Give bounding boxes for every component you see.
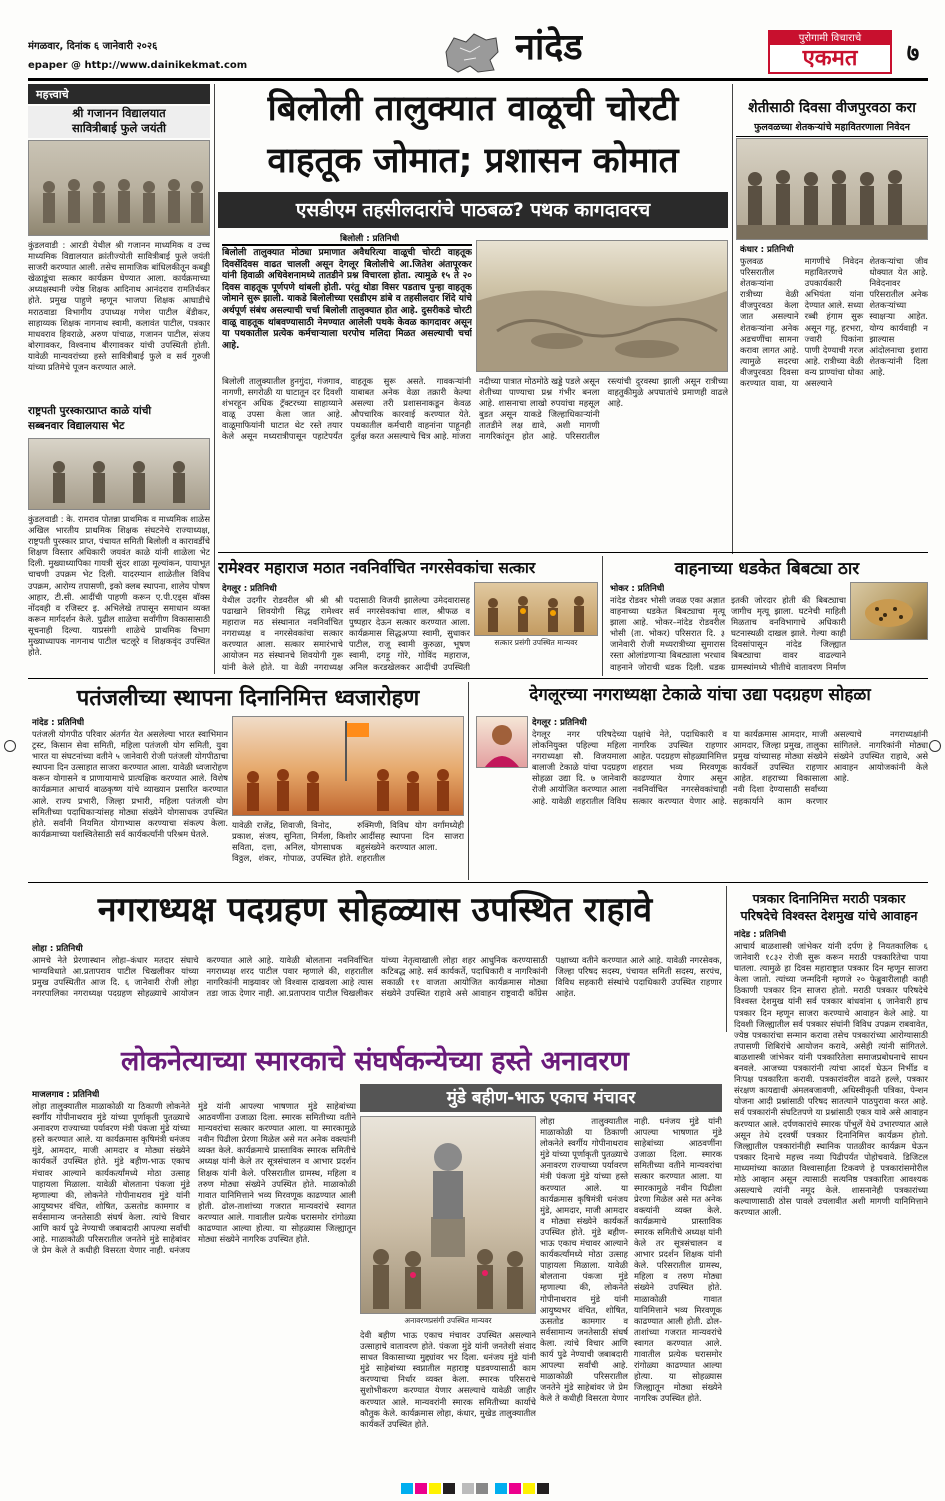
leopard-headline: वाहनाच्या धडकेत बिबट्या ठार — [674, 559, 860, 579]
patanjali-headline: पतंजलीच्या स्थापना दिनानिमित्त ध्वजारोहण — [76, 686, 420, 711]
flag-ceremony-icon — [233, 717, 463, 815]
registration-mark-left — [4, 740, 16, 752]
brand-box — [768, 30, 892, 74]
woman-portrait-icon — [477, 717, 527, 767]
sidebar-story1-body: कुंडलवाडी : आरडी येथील श्री गजानन माध्यमिक व उच्च माध्यमिक विद्यालयात क्रांतीज्योती सावित्रीबाई फुले जयंती साजरी करण्यात आली. तसेच सामाजिक बांधिलकीतून कबड्डी खेळाडूंचा सत्कार कार्यक्रम घेण्यात आला. कार्यक्रमाच्या अध्यक्षस्थानी ज्येष्ठ शिक्षक आदिनाथ आनंदराव रामतिर्थकर होते. प्रमुख पाहुणे म्हणून भाजपा शिक्षक आघाडीचे मराठवाडा विभागीय उपाध्यक्ष गणेश पाटील बेंडीकर, साहाय्यक शिक्षक नागनाथ स्वामी, कलावंत पाटील, पत्रकार माधवराव हिवराळे, अरुण पांचाळ, गजानन पाटील, संजय बोरगावकर, विश्वनाथ बीरगावकर यांची उपस्थिती होती. यावेळी मान्यवरांच्या हस्ते सावित्रीबाई फुले व सर्व गुरुजी यांच्या प्रतिमेचे पूजन करण्यात आले. — [28, 240, 210, 373]
sand-mining-photo — [476, 240, 728, 372]
lead-headline-line2: वाहतूक जोमात; प्रशासन कोमात — [267, 141, 679, 181]
page-number: ७ — [906, 39, 920, 67]
flag-hoisting-photo — [232, 716, 464, 816]
leopard-dateline: भोकर : प्रतिनिधी — [610, 584, 665, 594]
lead-headline-line1: बिलोली तालुक्यात वाळूची चोरटी — [267, 89, 679, 129]
visit-photo — [28, 438, 210, 510]
oath-ceremony-headline: नगराध्यक्ष पदग्रहण सोहळ्यास उपस्थित राहावे — [97, 890, 653, 930]
farm-power-dateline: कंधार : प्रतिनिधी — [740, 245, 794, 255]
felicitation-body: येथील उदगीर रोडवरील श्री श्री श्री पढाखाने शिवयोगी सिद्ध रामेश्वर महाराज मठ संस्थानात नवनिर्वाचित नगराध्यक्ष व नगरसेवकांचा सत्कार करण्यात आला. सत्कार समारंभाचे आयोजन मठ संस्थानचे शिवयोगी गुरू यांनी केले होते. या वेळी नगराध्यक्ष पदासाठी विजयी झालेल्या उमेदवारासह सर्व नगरसेवकांचा शाल, श्रीफळ व पुष्पहार देऊन सत्कार करण्यात आला. कार्यक्रमास सिद्धअप्पा स्वामी, सुधाकर पाटील, राजू स्वामी कुरुळा, भूषण स्वामी, दगड़ू गोरे, गोविंद महाराज, अनिल करडखेलकर आदींची उपस्थिती — [222, 595, 470, 672]
felicitation-dateline: देगलूर : प्रतिनिधी — [222, 584, 277, 594]
memorial-subhead-band: मुंडे बहीण-भाऊ एकाच मंचावर — [360, 1084, 722, 1112]
brand-tagline: पुरोगामी विचाराचे — [770, 32, 890, 45]
group-silhouettes-icon — [29, 439, 209, 509]
lead-subhead-band: एसडीएम तहसीलदारांचे पाठबळ? पथक कागदावरच — [218, 192, 728, 228]
memorial-unveiling-photo — [360, 1116, 536, 1314]
memorial-body-continued: देवी बहीण भाऊ एकाच मंचावर उपस्थित असल्याने उत्साहाचे वातावरण होते. पंकजा मुंडे यांनी जनतेशी संवाद साधत विकासाच्या मुद्द्यांवर भर दिला. धनंजय मुंडे यांनी मुंडे साहेबांच्या स्वप्नातील महाराष्ट्र घडवण्यासाठी काम करण्याचा निर्धार व्यक्त केला. स्मारक परिसराचे सुशोभीकरण करण्यात येणार असल्याचे यावेळी जाहीर करण्यात आले. मान्यवरांनी स्मारक समितीच्या कार्याचे कौतुक केले. कार्यक्रमास लोहा, कंधार, मुखेड तालुक्यातील कार्यकर्ते उपस्थित होते. — [360, 1330, 536, 1429]
felicitation-photo — [474, 582, 598, 636]
farmers-group-icon — [737, 139, 927, 239]
sidebar-label: महत्त्वाचे — [28, 84, 210, 104]
edition-title: नांदेड — [515, 27, 583, 68]
patanjali-body-continued: यावेळी राजेंद्र, शिवाजी, प्रकाश, संजय, सुनिता, सविता, दत्ता, अनिल, विठ्ठल, शंकर, गोपाळ, विनोद, रुक्मिणी, निर्मला, किशोर आदींसह योगसाधक बहुसंख्येने उपस्थित होते. शहरातील विविध योग वर्गांमध्येही स्थापना दिन साजरा करण्यात आला. — [232, 820, 464, 864]
degloor-headline: देगलूरच्या नगराध्यक्षा टेकाळे यांचा उद्या पदग्रहण सोहळा — [529, 685, 871, 705]
leopard-photo — [850, 582, 928, 640]
patanjali-body: पतंजली योगपीठ परिवार अंतर्गत येत असलेल्या भारत स्वाभिमान ट्रस्ट, किसान सेवा समिती, महिला पतंजली योग समिती, युवा भारत या संघटनांच्या वतीने ५ जानेवारी रोजी पतंजली योगपीठाचा स्थापना दिन उत्साहात साजरा करण्यात आला. यावेळी ध्वजारोहण करून योगासने व प्राणायामाचे प्रात्यक्षिक करण्यात आले. विशेष कार्यक्रमात आचार्य बाळकृष्ण यांचे व्याख्यान प्रसारित करण्यात आले. राज्य प्रभारी, जिल्हा प्रभारी, महिला पतंजली योग समितीच्या पदाधिकाऱ्यांसह मोठ्या संख्येने योगसाधक उपस्थित होते. सर्वांनी नियमित योगाभ्यास करण्याचा संकल्प केला. कार्यक्रमाच्या यशस्वितेसाठी सर्व कार्यकर्त्यांनी परिश्रम घेतले. — [32, 729, 228, 839]
farm-power-body: फुलवळ परिसरातील शेतकऱ्यांना रात्रीच्या वेळी वीजपुरवठा केला जात असल्याने शेतकऱ्यांना अनेक अडचणींचा सामना करावा लागत आहे. त्यामुळे सदरचा वीजपुरवठा दिवसा करण्यात यावा, या मागणीचे निवेदन महावितरणचे उपकार्यकारी अभियंता यांना देण्यात आले. सध्या रब्बी हंगाम सुरू असून गहू, हरभरा, ज्वारी पिकांना पाणी देण्याची गरज आहे. रात्रीच्या वेळी वन्य प्राण्यांचा धोका असल्याने शेतकऱ्यांचा जीव धोक्यात येत आहे. निवेदनावर परिसरातील अनेक शेतकऱ्यांच्या स्वाक्षऱ्या आहेत. योग्य कार्यवाही न झाल्यास आंदोलनाचा इशारा शेतकऱ्यांनी दिला आहे. — [740, 256, 928, 389]
felicitation-headline: रामेश्वर महाराज मठात नवनिर्वाचित नगरसेवकांचा सत्कार — [218, 559, 536, 577]
journalist-day-dateline: नांदेड : प्रतिनिधी — [734, 930, 787, 940]
print-registration-strip — [60, 1480, 890, 1494]
date-line: मंगळवार, दिनांक ६ जानेवारी २०२६ — [28, 41, 158, 52]
epaper-link[interactable]: epaper @ http://www.dainikekmat.com — [28, 60, 248, 71]
leopard-body: नांदेड रोडवर भोसी जवळ एका अज्ञात वाहनाच्या धडकेत बिबट्याचा मृत्यू झाला आहे. भोकर–नांदेड रोडवरील भोसी (ता. भोकर) परिसरात दि. ३ जानेवारी रोजी मध्यरात्रीच्या सुमारास रस्ता ओलांडणाऱ्या बिबट्याला भरधाव वाहनाने जोराची धडक दिली. धडक इतकी जोरदार होती की बिबट्याचा जागीच मृत्यू झाला. घटनेची माहिती मिळताच वनविभागाचे अधिकारी घटनास्थळी दाखल झाले. गेल्या काही दिवसांपासून नांदेड जिल्ह्यात बिबट्याचा वावर वाढल्याने ग्रामस्थांमध्ये भीतीचे वातावरण निर्माण — [610, 595, 846, 672]
people-silhouettes-icon — [29, 141, 209, 235]
sidebar-story2-body: कुंडलवाडी : के. रामराव पोतन्ना प्राथमिक व माध्यमिक शाळेस अखिल भारतीय प्राथमिक शिक्षक संघटनेचे राज्याध्यक्ष, राष्ट्रपती पुरस्कार प्राप्त, पंचायत समिती बिलोली व कारावर्डीचे शिक्षण विस्तार अधिकारी जयवंत काळे यांनी शाळेला भेट दिली. मुख्याध्यापिका गायत्री सुंदर शाळा मूल्यांकन, पायाभूत चाचणी उपक्रम भेट दिली. यादरम्यान शाळेतील विविध उपक्रम, आरोग्य तपासणी, इको क्लब स्थापना, शालेय पोषण आहार, टी.सी. आदींची पाहणी करून ए.पी.एड्स बॉक्स नोंदवही व रजिस्टर इ. अभिलेखे तपासून समाधान व्यक्त करून मार्गदर्शन केले. पुढील शाळेचा सर्वांगीण विकासासाठी सूचनाही दिल्या. याप्रसंगी शाळेचे प्राथमिक विभाग मुख्याध्यापक नागनाथ पाटील चटलूरे व शिक्षकवृंद उपस्थित होते. — [28, 514, 210, 658]
farm-power-headline: शेतीसाठी दिवसा वीजपुरवठा करा — [748, 100, 916, 116]
masthead — [0, 0, 945, 78]
sidebar-story1-headline: श्री गजानन विद्यालयात सावित्रीबाई फुले जयंती — [28, 106, 210, 138]
memorial-headline-band: लोकनेत्याच्या स्मारकाचे संघर्षकन्येच्या हस्ते अनावरण — [121, 1046, 629, 1077]
journalist-day-body: आचार्य बाळशास्त्री जांभेकर यांनी दर्पण हे नियतकालिक ६ जानेवारी १८३२ रोजी सुरू करून मराठी पत्रकारितेचा पाया घातला. त्यामुळे हा दिवस महाराष्ट्रात पत्रकार दिन म्हणून साजरा केला जातो. त्यांच्या जन्मदिनी म्हणजे २० फेब्रुवारीलाही काही ठिकाणी पत्रकार दिन साजरा होतो. मराठी पत्रकार परिषदेचे विश्वस्त देशमुख यांनी सर्व पत्रकार बांधवांना ६ जानेवारी हाच पत्रकार दिन म्हणून साजरा करण्याचे आवाहन केले आहे. या दिवशी जिल्ह्यातील सर्व पत्रकार संघांनी विविध उपक्रम राबवावेत, ज्येष्ठ पत्रकारांचा सन्मान करावा तसेच पत्रकारांच्या आरोग्यासाठी तपासणी शिबिरांचे आयोजन करावे, असेही त्यांनी सांगितले. बाळशास्त्री जांभेकर यांनी पत्रकारितेला समाजप्रबोधनाचे साधन बनवले. आजच्या पत्रकारांनी त्यांचा आदर्श घेऊन निर्भीड व निःपक्ष पत्रकारिता करावी. पत्रकारांवरील वाढते हल्ले, पत्रकार संरक्षण कायद्याची अंमलबजावणी, अधिस्वीकृती पत्रिका, पेन्शन योजना आदी प्रश्नांसाठी परिषद सातत्याने पाठपुरावा करत आहे. सर्व पत्रकारांनी संघटितपणे या प्रश्नांसाठी एकत्र यावे असे आवाहन करण्यात आले. दर्पणकारांचे स्मारक पोंभुर्ले येथे उभारण्यात आले असून तेथे दरवर्षी पत्रकार दिनानिमित्त कार्यक्रम होतो. जिल्ह्यातील पत्रकारांनीही स्थानिक पातळीवर कार्यक्रम घेऊन पत्रकार दिनाचे महत्त्व नव्या पिढीपर्यंत पोहोचवावे. डिजिटल माध्यमांच्या काळात विश्वासार्हता टिकवणे हे पत्रकारांसमोरील मोठे आव्हान असून त्यासाठी सत्यनिष्ठ पत्रकारिता आवश्यक असल्याचे त्यांनी नमूद केले. शासनानेही पत्रकारांच्या कल्याणासाठी ठोस पावले उचलावीत अशी मागणी यानिमित्ताने करण्यात आली. — [734, 941, 928, 1218]
registration-mark-right — [929, 740, 941, 752]
memorial-side-column: लोहा तालुक्यातील माळाकोळी या ठिकाणी लोकनेते स्वर्गीय गोपीनाथराव मुंडे यांच्या पूर्णाकृती पुतळ्याचे अनावरण राज्याच्या पर्यावरण मंत्री पंकजा मुंडे यांच्या हस्ते करण्यात आले. या कार्यक्रमास कृषिमंत्री धनंजय मुंडे, आमदार, माजी आमदार व मोठ्या संख्येने कार्यकर्ते उपस्थित होते. मुंडे बहीण-भाऊ एकाच मंचावर आल्याने कार्यकर्त्यांमध्ये मोठा उत्साह पाहायला मिळाला. यावेळी बोलताना पंकजा मुंडे म्हणाल्या की, लोकनेते गोपीनाथराव मुंडे यांनी आयुष्यभर वंचित, शोषित, ऊसतोड कामगार व सर्वसामान्य जनतेसाठी संघर्ष केला. त्यांचे विचार आणि कार्य पुढे नेण्याची जबाबदारी आपल्या सर्वांची आहे. माळाकोळी परिसरातील जनतेने मुंडे साहेबांवर जे प्रेम केले ते कधीही विसरता येणार नाही. धनंजय मुंडे यांनी आपल्या भाषणात मुंडे साहेबांच्या आठवणींना उजाळा दिला. स्मारक समितीच्या वतीने मान्यवरांचा सत्कार करण्यात आला. या स्मारकामुळे नवीन पिढीला प्रेरणा मिळेल असे मत अनेक वक्त्यांनी व्यक्त केले. कार्यक्रमाचे प्रास्ताविक स्मारक समितीचे अध्यक्ष यांनी केले तर सूत्रसंचालन व आभार प्रदर्शन शिक्षक यांनी केले. परिसरातील ग्रामस्थ, महिला व तरुण मोठ्या संख्येने उपस्थित होते. माळाकोळी गावात यानिमित्ताने भव्य मिरवणूक काढण्यात आली होती. ढोल-ताशांच्या गजरात मान्यवरांचे स्वागत करण्यात आले. गावातील प्रत्येक घरासमोर रांगोळ्या काढण्यात आल्या होत्या. या सोहळ्यास जिल्ह्यातून मोठ्या संख्येने नागरिक उपस्थित होते. — [540, 1116, 722, 1404]
memorial-caption: अनावरणप्रसंगी उपस्थित मान्यवर — [404, 1316, 492, 1325]
oath-ceremony-dateline: लोहा : प्रतिनिधी — [32, 944, 83, 954]
degloor-dateline: देगलूर : प्रतिनिधी — [532, 718, 587, 728]
farm-power-subhead: फुलवळच्या शेतकऱ्यांचे महावितरणाला निवेदन — [736, 120, 928, 137]
lead-intro-box: बिलोली तालुक्यात मोठ्या प्रमाणात अवैधरित्या वाळूची चोरटी वाहतूक दिवसेंदिवस वाढत चालली असून देगलूर बिलोलीचे आ.जितेश अंतापूरकर यांनी हिवाळी अधिवेशनामध्ये तातडीने प्रश्न विचारला होता. त्यामुळे १५ ते २० दिवस वाहतूक पूर्णपणे थांबली होती. परंतु थोडा विसर पडताच पुन्हा वाहतूक जोमाने सुरू झाली. याकडे बिलोलीच्या एसडीएम डांबे व तहसीलदार शिंदे यांचे अर्थपूर्ण संबंध असल्याची चर्चा बिलोली तालुक्यात होत आहे. दुसरीकडे चोरटी वाळू वाहतूक थांबवण्यासाठी नेमण्यात आलेली पथके केवळ कागदावर असून या पथकातील प्रत्येक कर्मचाऱ्याला घरपोच मलिदा मिळत असल्याची चर्चा आहे. — [222, 244, 472, 372]
riverbed-landscape-icon — [477, 241, 727, 371]
mayor-portrait — [476, 716, 528, 768]
farmers-memorandum-photo — [736, 138, 928, 240]
district-map-emblem — [440, 30, 502, 76]
sidebar-story2-headline: राष्ट्रपती पुरस्कारप्राप्त काळे यांची सब्बनवार विद्यालयास भेट — [28, 405, 152, 432]
felicitation-caption: सत्कार प्रसंगी उपस्थित मान्यवर — [494, 638, 578, 647]
degloor-body: देगलूर नगर परिषदेच्या लोकनियुक्त पहिल्या महिला नगराध्यक्षा सौ. विजयमाला बालाजी टेकाळे यांचा पदग्रहण सोहळा उद्या दि. ७ जानेवारी रोजी आयोजित करण्यात आला आहे. यावेळी शहरातील विविध पक्षांचे नेते, पदाधिकारी व नागरिक उपस्थित राहणार आहेत. पदग्रहण सोहळ्यानिमित्त शहरात भव्य मिरवणूक काढण्यात येणार असून नवनिर्वाचित नगरसेवकांचाही सत्कार करण्यात येणार आहे. या कार्यक्रमास आमदार, माजी आमदार, जिल्हा प्रमुख, तालुका प्रमुख यांच्यासह मोठ्या संख्येने कार्यकर्ते उपस्थित राहणार आहेत. शहराच्या विकासाला नवी दिशा देण्यासाठी सर्वांच्या सहकार्याने काम करणार असल्याचे नगराध्यक्षांनी सांगितले. नागरिकांनी मोठ्या संख्येने उपस्थित राहावे, असे आवाहन आयोजकांनी केले आहे. — [532, 729, 928, 806]
lead-dateline: बिलोली : प्रतिनिधी — [340, 234, 400, 244]
memorial-body: लोहा तालुक्यातील माळाकोळी या ठिकाणी लोकनेते स्वर्गीय गोपीनाथराव मुंडे यांच्या पूर्णाकृती पुतळ्याचे अनावरण राज्याच्या पर्यावरण मंत्री पंकजा मुंडे यांच्या हस्ते करण्यात आले. या कार्यक्रमास कृषिमंत्री धनंजय मुंडे, आमदार, माजी आमदार व मोठ्या संख्येने कार्यकर्ते उपस्थित होते. मुंडे बहीण-भाऊ एकाच मंचावर आल्याने कार्यकर्त्यांमध्ये मोठा उत्साह पाहायला मिळाला. यावेळी बोलताना पंकजा मुंडे म्हणाल्या की, लोकनेते गोपीनाथराव मुंडे यांनी आयुष्यभर वंचित, शोषित, ऊसतोड कामगार व सर्वसामान्य जनतेसाठी संघर्ष केला. त्यांचे विचार आणि कार्य पुढे नेण्याची जबाबदारी आपल्या सर्वांची आहे. माळाकोळी परिसरातील जनतेने मुंडे साहेबांवर जे प्रेम केले ते कधीही विसरता येणार नाही. धनंजय मुंडे यांनी आपल्या भाषणात मुंडे साहेबांच्या आठवणींना उजाळा दिला. स्मारक समितीच्या वतीने मान्यवरांचा सत्कार करण्यात आला. या स्मारकामुळे नवीन पिढीला प्रेरणा मिळेल असे मत अनेक वक्त्यांनी व्यक्त केले. कार्यक्रमाचे प्रास्ताविक स्मारक समितीचे अध्यक्ष यांनी केले तर सूत्रसंचालन व आभार प्रदर्शन शिक्षक यांनी केले. परिसरातील ग्रामस्थ, महिला व तरुण मोठ्या संख्येने उपस्थित होते. माळाकोळी गावात यानिमित्ताने भव्य मिरवणूक काढण्यात आली होती. ढोल-ताशांच्या गजरात मान्यवरांचे स्वागत करण्यात आले. गावातील प्रत्येक घरासमोर रांगोळ्या काढण्यात आल्या होत्या. या सोहळ्यास जिल्ह्यातून मोठ्या संख्येने नागरिक उपस्थित होते. — [32, 1101, 356, 1256]
leopard-icon — [851, 583, 927, 639]
memorial-dateline: माजलगाव : प्रतिनिधी — [32, 1090, 100, 1100]
patanjali-dateline: नांदेड : प्रतिनिधी — [32, 718, 85, 728]
brand-logo: एकमत — [802, 46, 858, 71]
statue-and-dignitaries-icon — [361, 1117, 535, 1313]
oath-ceremony-body: आमचे नेते प्रेरणास्थान लोहा–कंधार मतदार संघाचे भाग्यविधाते आ.प्रतापराव पाटील चिखलीकर यांच्या प्रमुख उपस्थितीत आज दि. ६ जानेवारी रोजी लोहा नगरपालिका नगराध्यक्ष पदग्रहण सोहळ्याचे आयोजन करण्यात आले आहे. यावेळी बोलताना नवनिर्वाचित नगराध्यक्ष शरद पाटील पवार म्हणाले की, शहरातील नागरिकांनी माझ्यावर जो विश्वास दाखवला आहे त्यास तडा जाऊ देणार नाही. आ.प्रतापराव पाटील चिखलीकर यांच्या नेतृत्वाखाली लोहा शहर आधुनिक करण्यासाठी कटिबद्ध आहे. सर्व कार्यकर्ते, पदाधिकारी व नागरिकांनी सकाळी ११ वाजता आयोजित कार्यक्रमास मोठ्या संख्येने उपस्थित राहावे असे आवाहन राष्ट्रवादी काँग्रेस पक्षाच्या वतीने करण्यात आले आहे. यावेळी नगरसेवक, जिल्हा परिषद सदस्य, पंचायत समिती सदस्य, सरपंच, विविध सहकारी संस्थांचे पदाधिकारी उपस्थित राहणार आहेत. — [32, 955, 722, 999]
people-with-garlands-icon — [475, 583, 597, 635]
lead-body: बिलोली तालुक्यातील हुनगुंदा, गंजगाव, नागणी, सगरोळी या घाटातून दर दिवशी शंभरहून अधिक ट्रॅक्टरच्या साहाय्याने वाळू उपसा केला जात आहे. वाळूमाफियांनी घाटात थेट रस्ते तयार केले असून मध्यरात्रीपासून पहाटेपर्यंत वाहतूक सुरू असते. गावकऱ्यांनी याबाबत अनेक वेळा तक्रारी केल्या असल्या तरी प्रशासनाकडून केवळ औपचारिक कारवाई करण्यात येते. पथकातील कर्मचारी वाहनांना पाहूनही दुर्लक्ष करत असल्याचे चित्र आहे. मांजरा नदीच्या पात्रात मोठमोठे खड्डे पडले असून शेतीच्या पाण्याचा प्रश्न गंभीर बनला आहे. शासनाचा लाखो रुपयांचा महसूल बुडत असून याकडे जिल्हाधिकाऱ्यांनी तातडीने लक्ष द्यावे, अशी मागणी नागरिकांतून होत आहे. परिसरातील रस्त्यांची दुरवस्था झाली असून रात्रीच्या वाहतुकीमुळे अपघातांचे प्रमाणही वाढले आहे. — [222, 376, 728, 442]
school-event-photo — [28, 140, 210, 236]
journalist-day-headline: पत्रकार दिनानिमित्त मराठी पत्रकार परिषदेचे विश्वस्त देशमुख यांचे आवाहन — [740, 891, 918, 923]
